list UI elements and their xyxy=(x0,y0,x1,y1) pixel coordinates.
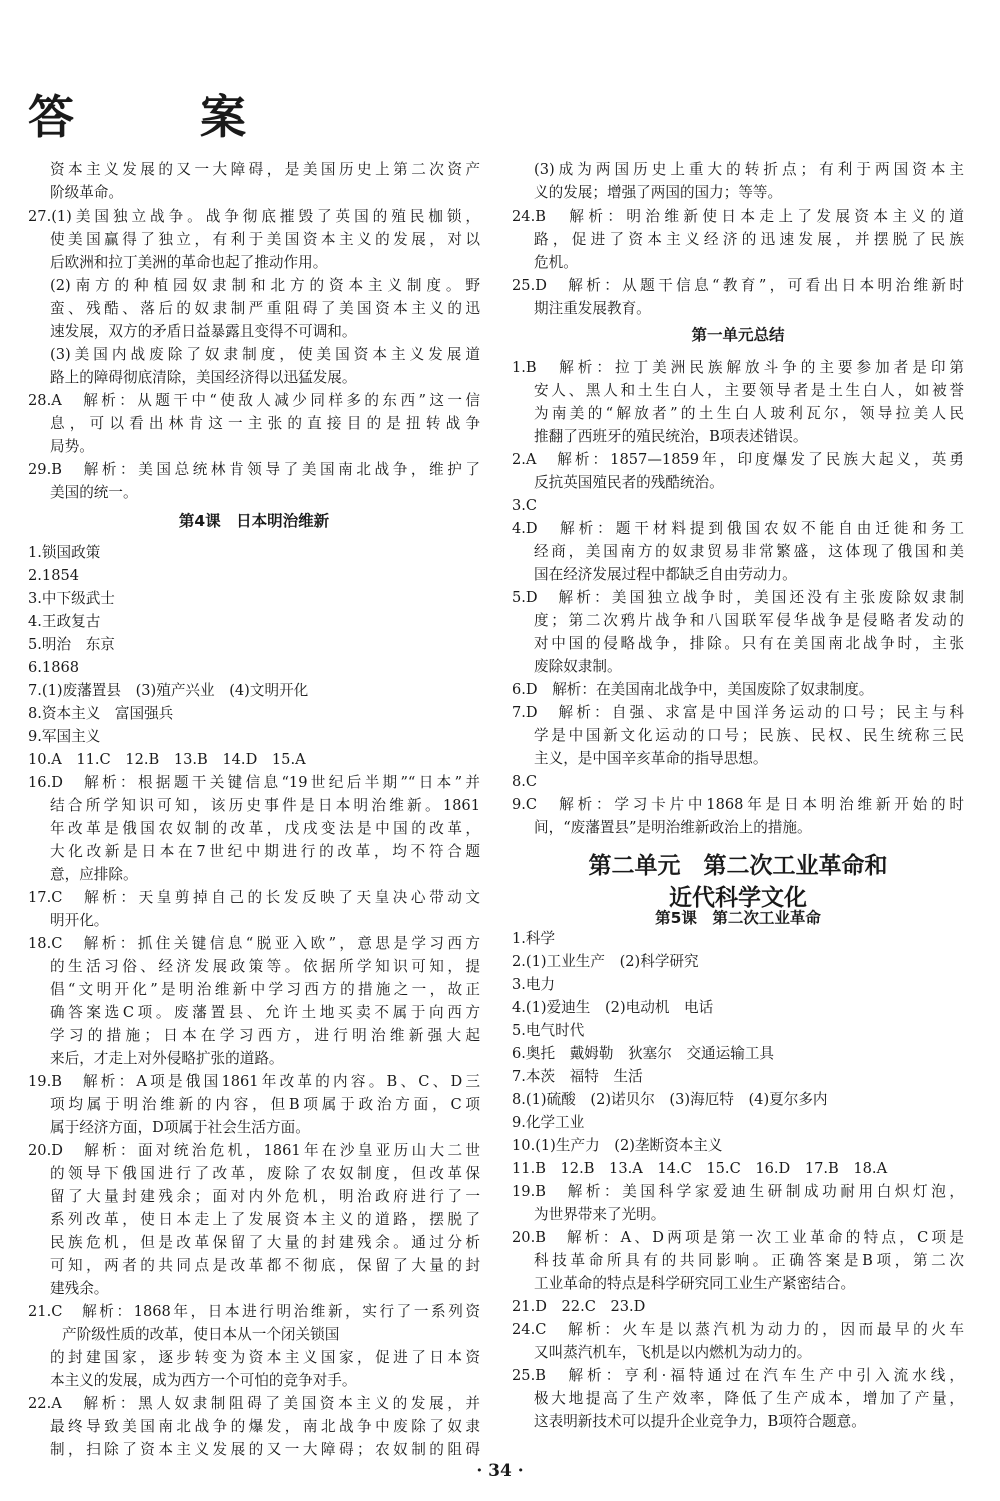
answer-line: 属于经济方面，D项属于社会生活方面。 xyxy=(50,1119,310,1136)
answer-line: 废除奴隶制。 xyxy=(534,658,622,675)
answer-line: 10.A 11.C 12.B 13.B 14.D 15.A xyxy=(28,751,306,768)
answer-line: 年改革是俄国农奴制的改革，戊戌变法是中国的改革， xyxy=(50,820,480,837)
answer-line: 本主义的发展，成为西方一个可怕的竞争对手。 xyxy=(50,1372,357,1389)
answer-line: 24.C 解析：火车是以蒸汽机为动力的，因而最早的火车 xyxy=(512,1321,964,1338)
answer-line: 国在经济发展过程中都缺乏自由劳动力。 xyxy=(534,566,797,583)
answer-line: 工业革命的特点是科学研究同工业生产紧密结合。 xyxy=(534,1275,856,1292)
answer-line: 8.资本主义 富国强兵 xyxy=(28,705,174,722)
answer-line: 22.A 解析：黑人奴隶制阻碍了美国资本主义的发展，并 xyxy=(28,1395,480,1412)
answer-line: (3)成为两国历史上重大的转折点；有利于两国资本主 xyxy=(534,161,964,178)
answer-line: 为世界带来了光明。 xyxy=(534,1206,666,1223)
answer-line: 极大地提高了生产效率，降低了生产成本，增加了产量， xyxy=(534,1390,964,1407)
answer-line: 9.军国主义 xyxy=(28,728,101,745)
answer-line: 2.A 解析：1857—1859年，印度爆发了民族大起义，英勇 xyxy=(512,451,964,468)
answer-line: 9.化学工业 xyxy=(512,1114,585,1131)
answer-line: 速发展，双方的矛盾日益暴露且变得不可调和。 xyxy=(50,323,357,340)
answer-line: 7.本茨 福特 生活 xyxy=(512,1068,643,1085)
answer-line: 20.D 解析：面对统治危机，1861年在沙皇亚历山大二世 xyxy=(28,1142,480,1159)
answer-line: 项均属于明治维新的内容，但B项属于政治方面，C项 xyxy=(50,1096,480,1113)
answer-line: 路，促进了资本主义经济的迅速发展，并摆脱了民族 xyxy=(534,231,964,248)
answer-line: 1.科学 xyxy=(512,930,556,947)
answer-line: 4.D 解析：题干材料提到俄国农奴不能自由迁徙和务工 xyxy=(512,520,964,537)
answer-line: 建残余。 xyxy=(50,1280,109,1297)
answer-line: 6.D 解析：在美国南北战争中，美国废除了奴隶制度。 xyxy=(512,681,874,698)
section-heading: 第4课 日本明治维新 xyxy=(178,512,330,530)
answer-line: 17.C 解析：天皇剪掉自己的长发反映了天皇决心带动文 xyxy=(28,889,480,906)
section-heading: 第二单元 第二次工业革命和 xyxy=(588,853,888,879)
answer-line: 倡“文明开化”是明治维新中学习西方的措施之一，故正 xyxy=(50,981,480,998)
answer-line: 21.D 22.C 23.D xyxy=(512,1298,646,1315)
answer-line: 资本主义发展的又一大障碍，是美国历史上第二次资产 xyxy=(50,161,480,178)
answer-line: 最终导致美国南北战争的爆发，南北战争中废除了奴隶 xyxy=(50,1418,480,1435)
answer-line: 9.C 解析：学习卡片中1868年是日本明治维新开始的时 xyxy=(512,796,964,813)
answer-line: 7.(1)废藩置县 (3)殖产兴业 (4)文明开化 xyxy=(28,682,309,699)
answer-line: 6.奥托 戴姆勒 狄塞尔 交通运输工具 xyxy=(512,1045,775,1062)
answer-line: 危机。 xyxy=(534,254,578,271)
answer-line: 19.B 解析：A项是俄国1861年改革的内容。B、C、D三 xyxy=(28,1073,480,1090)
answer-line: (2)南方的种植园奴隶制和北方的资本主义制度。野 xyxy=(50,277,480,294)
answer-line: 留了大量封建残余；面对内外危机，明治政府进行了一 xyxy=(50,1188,480,1205)
answer-line: 大化改新是日本在7世纪中期进行的改革，均不符合题 xyxy=(50,843,480,860)
answer-line: 蛮、残酷、落后的奴隶制严重阻碍了美国资本主义的迅 xyxy=(50,300,480,317)
answer-line: (3)美国内战废除了奴隶制度，使美国资本主义发展道 xyxy=(50,346,480,363)
answer-line: 可知，两者的共同点是改革都不彻底，保留了大量的封 xyxy=(50,1257,480,1274)
answer-line: 推翻了西班牙的殖民统治，B项表述错误。 xyxy=(534,428,808,445)
answer-line: 结合所学知识可知，该历史事件是日本明治维新。1861 xyxy=(50,797,480,814)
answer-line: 民族危机，但是改革保留了大量的封建残余。通过分析 xyxy=(50,1234,480,1251)
answer-line: 使美国赢得了独立，有利于美国资本主义的发展，对以 xyxy=(50,231,480,248)
answer-line: 24.B 解析：明治维新使日本走上了发展资本主义的道 xyxy=(512,208,964,225)
answer-line: 学是中国新文化运动的口号；民族、民权、民生统称三民 xyxy=(534,727,964,744)
answer-line: 期注重发展教育。 xyxy=(534,300,651,317)
answer-line: 确答案选C项。废藩置县、允许土地买卖不属于向西方 xyxy=(50,1004,480,1021)
page-title: 答 案 xyxy=(28,90,286,144)
answer-line: 阶级革命。 xyxy=(50,184,123,201)
answer-line: 路上的障碍彻底清除，美国经济得以迅猛发展。 xyxy=(50,369,357,386)
answer-line: 的封建国家，逐步转变为资本主义国家，促进了日本资 xyxy=(50,1349,480,1366)
answer-line: 1.锁国政策 xyxy=(28,544,101,561)
section-heading: 第一单元总结 xyxy=(691,326,785,344)
answer-line: 局势。 xyxy=(50,438,94,455)
answer-line: 息，可以看出林肯这一主张的直接目的是扭转战争 xyxy=(50,415,480,432)
answer-line: 16.D 解析：根据题干关键信息“19世纪后半期”“日本”并 xyxy=(28,774,480,791)
answer-line: 5.电气时代 xyxy=(512,1022,585,1039)
answer-line: 后欧洲和拉丁美洲的革命也起了推动作用。 xyxy=(50,254,328,271)
answer-line: 间，“废藩置县”是明治维新政治上的措施。 xyxy=(534,819,812,836)
answer-line: 为南美的“解放者”的土生白人玻利瓦尔，领导拉美人民 xyxy=(534,405,964,422)
answer-line: 这表明新技术可以提升企业竞争力，B项符合题意。 xyxy=(534,1413,866,1430)
page-number: · 34 · xyxy=(476,1461,524,1481)
answer-line: 28.A 解析：从题干中“使敌人减少同样多的东西”这一信 xyxy=(28,392,480,409)
answer-line: 11.B 12.B 13.A 14.C 15.C 16.D 17.B 18.A xyxy=(512,1160,888,1177)
answer-line: 4.(1)爱迪生 (2)电动机 电话 xyxy=(512,999,714,1016)
answer-line: 对中国的侵略战争，排除。只有在美国南北战争时，主张 xyxy=(534,635,964,652)
answer-line: 明开化。 xyxy=(50,912,109,929)
answer-line: 4.王政复古 xyxy=(28,613,101,630)
answer-line: 学习的措施；日本在学习西方，进行明治维新强大起 xyxy=(50,1027,480,1044)
answer-line: 29.B 解析：美国总统林肯领导了美国南北战争，维护了 xyxy=(28,461,480,478)
answer-line: 2.(1)工业生产 (2)科学研究 xyxy=(512,953,699,970)
answer-line: 的生活习俗、经济发展政策等。依据所学知识可知，提 xyxy=(50,958,480,975)
answer-line: 系列改革，使日本走上了发展资本主义的道路，摆脱了 xyxy=(50,1211,480,1228)
answer-line: 7.D 解析：自强、求富是中国洋务运动的口号；民主与科 xyxy=(512,704,964,721)
answer-line: 25.B 解析：亨利·福特通过在汽车生产中引入流水线， xyxy=(512,1367,964,1384)
answer-line: 又叫蒸汽机车，飞机是以内燃机为动力的。 xyxy=(534,1344,812,1361)
answer-line: 8.C xyxy=(512,773,538,790)
answer-line: 义的发展；增强了两国的国力；等等。 xyxy=(534,184,783,201)
answer-line: 21.C 解析：1868年，日本进行明治维新，实行了一系列资 xyxy=(28,1303,480,1320)
answer-line: 制，扫除了资本主义发展的又一大障碍；农奴制的阻碍 xyxy=(50,1441,480,1458)
answer-line: 主义，是中国辛亥革命的指导思想。 xyxy=(534,750,768,767)
answer-line: 的领导下俄国进行了改革，废除了农奴制度，但改革保 xyxy=(50,1165,480,1182)
answer-line: 意，应排除。 xyxy=(50,866,138,883)
answer-line: 3.C xyxy=(512,497,538,514)
answer-line: 10.(1)生产力 (2)垄断资本主义 xyxy=(512,1137,723,1154)
answer-line: 3.中下级武士 xyxy=(28,590,115,607)
answer-line: 25.D 解析：从题干信息“教育”，可看出日本明治维新时 xyxy=(512,277,964,294)
answer-line: 经商，美国南方的奴隶贸易非常繁盛，这体现了俄国和美 xyxy=(534,543,964,560)
answer-line: 度；第二次鸦片战争和八国联军侵华战争是侵略者发动的 xyxy=(534,612,964,629)
answer-line: 27.(1)美国独立战争。战争彻底摧毁了英国的殖民枷锁， xyxy=(28,208,480,225)
section-heading: 第5课 第二次工业革命 xyxy=(655,909,821,927)
answer-line: 2.1854 xyxy=(28,567,80,584)
answer-line: 3.电力 xyxy=(512,976,556,993)
answer-line: 反抗英国殖民者的残酷统治。 xyxy=(534,474,724,491)
section-heading: 近代科学文化 xyxy=(669,885,807,911)
answer-line: 19.B 解析：美国科学家爱迪生研制成功耐用白炽灯泡， xyxy=(512,1183,964,1200)
answer-line: 18.C 解析：抓住关键信息“脱亚入欧”，意思是学习西方 xyxy=(28,935,480,952)
answer-line: 1.B 解析：拉丁美洲民族解放斗争的主要参加者是印第 xyxy=(512,359,964,376)
answer-line: 6.1868 xyxy=(28,659,80,676)
answer-line: 5.明治 东京 xyxy=(28,636,115,653)
answer-line: 5.D 解析：美国独立战争时，美国还没有主张废除奴隶制 xyxy=(512,589,964,606)
answer-line: 产阶级性质的改革，使日本从一个闭关锁国 xyxy=(62,1326,340,1343)
answer-line: 科技革命所具有的共同影响。正确答案是B项，第二次 xyxy=(534,1252,964,1269)
answer-line: 来后，才走上对外侵略扩张的道路。 xyxy=(50,1050,284,1067)
answer-line: 安人、黑人和土生白人，主要领导者是土生白人，如被誉 xyxy=(534,382,964,399)
answer-line: 8.(1)硫酸 (2)诺贝尔 (3)海厄特 (4)夏尔多内 xyxy=(512,1091,828,1108)
answer-line: 美国的统一。 xyxy=(50,484,138,501)
answer-line: 20.B 解析：A、D两项是第一次工业革命的特点，C项是 xyxy=(512,1229,964,1246)
